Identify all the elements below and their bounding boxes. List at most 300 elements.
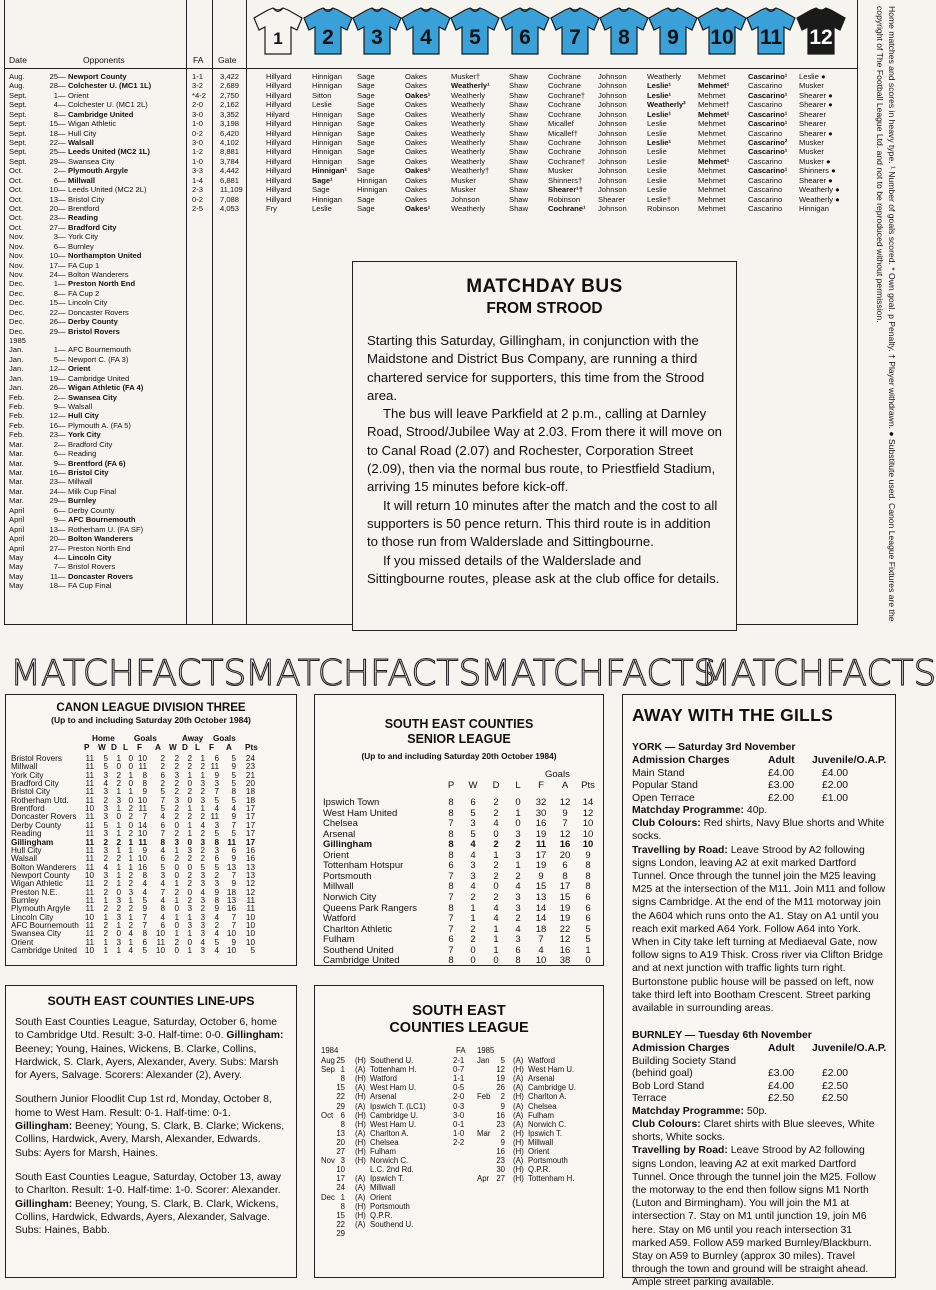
stat-cell: 10 bbox=[226, 946, 236, 956]
player-name: Weatherly bbox=[451, 109, 486, 119]
york-travel: Travelling by Road: Leave Strood by A2 following signs London, leaving A2 at exit marked Dartford Tunnel. Once through the tunnel join the M25 leaving M25 at the intersection of the M11. Join M11 and follow signs Cambridge. At the end of the M11 motorway join the A604 which runs onto the A1. Stay on A1 until you reach exit marked A64 York. Follow A64 into York. When in City take left turning at Mediaeval Gate, now follow signs to A19 Thisk. Cross river via Clifton Bridge and at next junction with traffic lights turn right. Burtonstone public house will be passed on left, now take third left into Bootham Crescent. Street parking available in surrounding areas. bbox=[632, 844, 886, 1015]
opponent: Watford bbox=[528, 1056, 556, 1065]
senior-col: A bbox=[561, 780, 569, 791]
player-name: Weatherly¹ bbox=[451, 81, 490, 91]
stat-cell: 7 bbox=[231, 912, 236, 922]
stat-cell: 8 bbox=[448, 849, 454, 861]
fixture-row bbox=[6, 252, 856, 260]
fixture-month: Oct. bbox=[9, 185, 23, 195]
player-name: Mehmet¹ bbox=[698, 81, 730, 91]
fixture-dash: — bbox=[58, 326, 66, 336]
stat-cell: 1 bbox=[200, 770, 205, 780]
stat-cell: 10 bbox=[245, 929, 255, 939]
stat-cell: 38 bbox=[559, 955, 571, 967]
player-name: Mehmet bbox=[698, 204, 726, 214]
fixture-dash: — bbox=[58, 534, 66, 544]
venue: (H) bbox=[355, 1137, 366, 1147]
venue: (A) bbox=[513, 1156, 524, 1166]
fixture-dash: — bbox=[58, 260, 66, 270]
fixture-score: 1-2 bbox=[192, 147, 203, 157]
fixture-dash: — bbox=[58, 175, 66, 185]
secfix-title: SOUTH EAST bbox=[412, 1003, 506, 1019]
fixture-row bbox=[6, 148, 856, 156]
fixture-score: 3-3 bbox=[192, 166, 203, 176]
fixture-day: 12 bbox=[49, 364, 58, 374]
stat-cell: 6 bbox=[160, 770, 165, 780]
player-name: Sage bbox=[357, 90, 375, 100]
player-name: Oakes¹ bbox=[405, 204, 431, 214]
opponent: Chelsea bbox=[528, 1101, 557, 1111]
fixture-day: 12 bbox=[496, 1065, 505, 1075]
stat-cell: 4 bbox=[160, 912, 165, 922]
player-name: Shaw bbox=[509, 81, 528, 91]
player-name: Cascarino¹ bbox=[748, 166, 788, 176]
stat-cell: 13 bbox=[245, 862, 255, 872]
stat-cell: 0 bbox=[187, 779, 192, 789]
player-name: Shaw bbox=[509, 138, 528, 147]
fixture-month: Oct. bbox=[9, 222, 23, 232]
player-name: Hillyard bbox=[266, 138, 292, 147]
fixture-month: Dec. bbox=[9, 317, 25, 327]
stat-cell: 2 bbox=[174, 787, 179, 797]
player-name: Cascarino¹ bbox=[748, 90, 788, 100]
stat-cell: 1 bbox=[200, 804, 205, 814]
fixture-gate: 2,689 bbox=[220, 81, 240, 91]
stat-cell: 19 bbox=[559, 913, 571, 925]
shirt-icon bbox=[793, 6, 849, 56]
player-name: Johnson bbox=[598, 204, 627, 214]
stat-cell: 5 bbox=[231, 779, 236, 789]
stat-cell: 8 bbox=[585, 881, 591, 893]
stat-cell: 4 bbox=[214, 929, 219, 939]
opponent: Charlton A. bbox=[370, 1128, 409, 1138]
team-name: Millwall bbox=[11, 762, 38, 772]
fixture-opponent: York City bbox=[68, 232, 99, 242]
fixture-day: 1 bbox=[340, 1065, 345, 1075]
stat-cell: 18 bbox=[245, 787, 255, 797]
stat-cell: 5 bbox=[214, 862, 219, 872]
stat-cell: 18 bbox=[226, 887, 236, 897]
fixture-day: 17 bbox=[49, 260, 58, 270]
fixture-dash: — bbox=[58, 194, 66, 204]
opponent: Cambridge U. bbox=[528, 1083, 577, 1093]
stat-cell: 0 bbox=[116, 762, 121, 772]
fixture-dash: — bbox=[58, 477, 66, 487]
player-name: Oakes bbox=[405, 194, 427, 204]
fixture-day: 18 bbox=[49, 128, 58, 138]
lineup-item: South East Counties League, Saturday, October 13, away to Charlton. Result: 1-0. Half-time: 1-0. Scorer: Alexander. Gillingham: Beeney; Young, S. Clark, B. Clark, Wickens, Collins, Hardwick, Edwards, Ayers, Alexander, Salvage. Subs: Haines, Babb. bbox=[15, 1171, 282, 1237]
stat-cell: 8 bbox=[515, 955, 521, 967]
stat-cell: 6 bbox=[585, 913, 591, 925]
admission-row bbox=[632, 1092, 886, 1105]
fixture-score: 3-0 bbox=[192, 138, 203, 147]
matchfacts-banner bbox=[0, 650, 936, 694]
stat-cell: 6 bbox=[160, 820, 165, 830]
fixture-opponent: Northampton United bbox=[68, 251, 142, 261]
stat-cell: 2 bbox=[493, 891, 499, 903]
fixture-dash: — bbox=[58, 317, 66, 327]
player-name: Hinnigan bbox=[357, 175, 387, 185]
stat-cell: 1 bbox=[187, 770, 192, 780]
player-name: Oakes bbox=[405, 175, 427, 185]
stat-cell: 0 bbox=[585, 955, 591, 967]
stat-cell: 2 bbox=[174, 804, 179, 814]
stat-cell: 5 bbox=[470, 828, 476, 840]
player-name: Robinson bbox=[548, 194, 581, 204]
venue: (A) bbox=[355, 1083, 366, 1093]
admission-row bbox=[632, 1067, 886, 1080]
secfix-header-label: 1985 bbox=[477, 1046, 495, 1055]
stat-cell: 5 bbox=[214, 795, 219, 805]
venue: (H) bbox=[355, 1201, 366, 1211]
player-name: Hinnigan bbox=[799, 204, 829, 214]
stat-cell: 0 bbox=[470, 955, 476, 967]
stat-cell: 2 bbox=[200, 854, 205, 864]
player-name: Mehmet bbox=[698, 128, 726, 138]
stat-cell: 18 bbox=[535, 923, 547, 935]
league-col: L bbox=[123, 743, 129, 752]
stat-cell: 0 bbox=[493, 881, 499, 893]
admission-row: Building Society Stand bbox=[632, 1055, 736, 1067]
fixture-day: 26 bbox=[49, 383, 58, 393]
adult-price: £2.50 bbox=[768, 1093, 795, 1105]
fixture-day: 6 bbox=[53, 449, 58, 459]
fixture-day: 24 bbox=[49, 270, 58, 280]
fixture-month: Apr bbox=[477, 1174, 490, 1184]
league-col: F bbox=[137, 743, 143, 752]
juvenile-price: £2.00 bbox=[822, 780, 849, 791]
shirt-number: 11 bbox=[759, 26, 783, 49]
fixture-day: 8 bbox=[53, 109, 58, 119]
fixture-day: 23 bbox=[49, 477, 58, 487]
stat-cell: 3 bbox=[515, 828, 521, 840]
fixture-month: Nov. bbox=[9, 251, 25, 261]
opponent: Southend U. bbox=[370, 1219, 414, 1229]
stat-cell: 2 bbox=[116, 779, 121, 789]
player-name: Musker ● bbox=[799, 156, 831, 166]
secfix-header-label: FA bbox=[456, 1046, 466, 1055]
fixture-day: 26 bbox=[496, 1083, 505, 1093]
stat-cell: 3 bbox=[515, 891, 521, 903]
fixture-month: Mar. bbox=[9, 439, 24, 449]
player-name: Shaw bbox=[509, 175, 528, 185]
fixture-dash: — bbox=[58, 185, 66, 195]
player-name: Sage bbox=[357, 204, 375, 214]
fixture-day: 27 bbox=[336, 1147, 345, 1156]
stat-cell: 9 bbox=[231, 812, 236, 822]
stat-cell: 15 bbox=[535, 881, 547, 893]
stat-cell: 6 bbox=[585, 902, 591, 914]
stat-cell: 1 bbox=[116, 829, 121, 839]
fixture-score: 1-0 bbox=[192, 119, 203, 129]
team-name: Chelsea bbox=[323, 818, 358, 830]
fixture-day: 16 bbox=[496, 1110, 505, 1120]
bus-subtitle: FROM STROOD bbox=[486, 300, 603, 317]
stat-cell: 2 bbox=[128, 879, 133, 889]
stat-cell: 10 bbox=[245, 937, 255, 947]
stat-cell: 7 bbox=[142, 912, 147, 922]
stat-cell: 2 bbox=[200, 787, 205, 797]
stat-cell: 5 bbox=[214, 829, 219, 839]
col-gate-header: Gate bbox=[218, 55, 237, 65]
stat-cell: 2 bbox=[515, 913, 521, 925]
player-name: Johnson bbox=[598, 147, 627, 157]
fixture-month: April bbox=[9, 505, 25, 515]
fixture-day: 28 bbox=[49, 81, 58, 91]
stat-cell: 11 bbox=[138, 762, 147, 772]
venue: (A) bbox=[513, 1056, 524, 1065]
shirt-number: 8 bbox=[618, 26, 630, 49]
fixture-score: 2-5 bbox=[192, 204, 203, 214]
fixture-opponent: Plymouth A. (FA 5) bbox=[68, 420, 131, 430]
stat-cell: 32 bbox=[535, 797, 547, 808]
shirt-icon bbox=[398, 6, 454, 56]
player-name: Hillyard bbox=[266, 156, 292, 166]
player-name: Mehmet bbox=[698, 166, 726, 176]
player-name: Sage bbox=[357, 138, 375, 147]
shirt-number: 9 bbox=[667, 26, 679, 49]
stat-cell: 12 bbox=[559, 828, 571, 840]
fixture-day: 29 bbox=[49, 496, 58, 506]
bus-paragraph: If you missed details of the Walderslade and Sittingbourne routes, please ask at the club office for details. bbox=[367, 552, 720, 586]
stat-cell: 2 bbox=[187, 870, 192, 880]
stat-cell: 9 bbox=[214, 887, 219, 897]
bus-paragraph: The bus will leave Parkfield at 2 p.m., calling at Darnley Road, Strood/Jubilee Way at 2.03. From there it will move on to Canal Road (2.07) and Rochester, Corporation Street (2.09), then via the normal bus route, to Priestfield Stadium, arriving 15 minutes before kick-off. bbox=[367, 406, 722, 495]
player-name: Leslie bbox=[647, 119, 667, 129]
player-name: Oakes bbox=[405, 109, 427, 119]
stat-cell: 2 bbox=[470, 923, 476, 935]
stat-cell: 5 bbox=[585, 934, 591, 946]
fixture-day: 15 bbox=[49, 298, 58, 308]
stat-cell: 8 bbox=[142, 870, 147, 880]
fixture-dash: — bbox=[58, 449, 66, 459]
stat-cell: 11 bbox=[85, 779, 94, 789]
fixture-dash: — bbox=[58, 439, 66, 449]
opponent: Orient bbox=[370, 1192, 392, 1202]
stat-cell: 8 bbox=[448, 807, 454, 819]
fixture-dash: — bbox=[58, 298, 66, 308]
fixture-row bbox=[6, 205, 856, 213]
stat-cell: 8 bbox=[160, 837, 165, 847]
senior-col: Pts bbox=[581, 780, 595, 791]
stat-cell: 9 bbox=[231, 937, 236, 947]
opponent: West Ham U. bbox=[528, 1065, 575, 1075]
player-name: Hillyard bbox=[266, 90, 292, 100]
stat-cell: 2 bbox=[187, 762, 192, 772]
fixture-day: 13 bbox=[49, 524, 58, 534]
stat-cell: 3 bbox=[470, 860, 476, 872]
stat-cell: 9 bbox=[214, 904, 219, 914]
stat-cell: 4 bbox=[128, 946, 133, 956]
player-name: Leslie bbox=[647, 166, 667, 176]
player-name: Cochrane bbox=[548, 81, 581, 91]
stat-cell: 1 bbox=[187, 829, 192, 839]
fixture-month: Feb. bbox=[9, 392, 25, 402]
fixture-month: Jan bbox=[477, 1056, 490, 1065]
stat-cell: 4 bbox=[200, 887, 205, 897]
stat-cell: 6 bbox=[448, 860, 454, 872]
stat-cell: 11 bbox=[85, 862, 94, 872]
fixture-dash: — bbox=[58, 581, 66, 591]
team-name: Newport County bbox=[11, 870, 70, 880]
stat-cell: 9 bbox=[142, 845, 147, 855]
venue: (H) bbox=[513, 1165, 524, 1175]
player-name: Mehmet† bbox=[698, 100, 730, 110]
stat-cell: 19 bbox=[559, 902, 571, 914]
stat-cell: 7 bbox=[142, 921, 147, 930]
fixture-month: Sept. bbox=[9, 147, 27, 157]
fixture-day: 22 bbox=[49, 307, 58, 317]
adult-price: £2.00 bbox=[768, 792, 795, 804]
stat-cell: 1 bbox=[493, 934, 499, 946]
team-name: Queens Park Rangers bbox=[323, 902, 417, 914]
fixture-dash: — bbox=[58, 307, 66, 317]
stat-cell: 0 bbox=[116, 812, 121, 822]
team-name: AFC Bournemouth bbox=[11, 921, 79, 930]
fixture-day: 1 bbox=[340, 1192, 345, 1202]
fixture-dash: — bbox=[58, 232, 66, 242]
burnley-programme: Matchday Programme: 50p. bbox=[632, 1105, 768, 1117]
stat-cell: 1 bbox=[103, 937, 108, 947]
stat-cell: 7 bbox=[231, 820, 236, 830]
venue: (A) bbox=[355, 1128, 366, 1138]
opponent: Portsmouth bbox=[370, 1201, 410, 1211]
opponent: Q.P.R. bbox=[370, 1210, 393, 1220]
player-name: Cascarino² bbox=[748, 138, 788, 147]
score: 2-2 bbox=[453, 1137, 465, 1147]
fixture-opponent: Burnley bbox=[68, 241, 94, 251]
fixture-day: 4 bbox=[53, 100, 58, 110]
stat-cell: 11 bbox=[210, 762, 219, 772]
player-name: Shaw bbox=[509, 204, 528, 214]
away-title: AWAY WITH THE GILLS bbox=[632, 705, 834, 725]
fixture-opponent: Leeds United (MC2 2L) bbox=[68, 185, 147, 195]
player-name: Sage bbox=[357, 81, 375, 91]
venue: (H) bbox=[355, 1156, 366, 1166]
fixture-day: 23 bbox=[49, 213, 58, 223]
player-name: Hillyard bbox=[266, 185, 292, 195]
team-name: Gillingham bbox=[323, 839, 373, 851]
fixture-dash: — bbox=[58, 156, 66, 166]
player-name: Micallef† bbox=[548, 128, 578, 138]
fixture-month: Nov bbox=[321, 1156, 335, 1166]
stat-cell: 0 bbox=[493, 955, 499, 967]
player-name: Hillyard bbox=[266, 81, 292, 91]
player-name: Sitton bbox=[312, 90, 332, 100]
stat-cell: 11 bbox=[227, 837, 236, 847]
stat-cell: 11 bbox=[85, 837, 94, 847]
fixture-opponent: FA Cup Final bbox=[68, 581, 112, 591]
fixture-opponent: Lincoln City bbox=[68, 552, 112, 562]
fixture-dash: — bbox=[58, 364, 66, 374]
fixture-dash: — bbox=[58, 166, 66, 176]
player-name: Hinnigan bbox=[312, 156, 342, 166]
fixture-dash: — bbox=[58, 81, 66, 91]
stat-cell: 9 bbox=[142, 904, 147, 914]
shirt-icon bbox=[645, 6, 701, 56]
fixture-day: 26 bbox=[49, 317, 58, 327]
stat-cell: 19 bbox=[535, 828, 547, 840]
stat-cell: 3 bbox=[103, 829, 108, 839]
stat-cell: 17 bbox=[245, 804, 255, 814]
fixture-opponent: Walsall bbox=[68, 138, 94, 147]
stat-cell: 1 bbox=[470, 902, 476, 914]
opponent: Ipswich T. bbox=[528, 1128, 563, 1138]
league-col: L bbox=[195, 743, 201, 752]
fixture-gate: 3,198 bbox=[220, 119, 240, 129]
stat-cell: 2 bbox=[515, 870, 521, 882]
player-name: Leslie bbox=[647, 156, 667, 166]
league-subtitle: (Up to and including Saturday 20th October 1984) bbox=[51, 715, 251, 725]
opponent: Millwall bbox=[370, 1183, 396, 1193]
fixture-opponent: Colchester U. (MC1 1L) bbox=[68, 81, 152, 91]
fixture-day: 6 bbox=[53, 175, 58, 185]
secfix-title-line2: COUNTIES LEAGUE bbox=[389, 1020, 529, 1036]
stat-cell: 11 bbox=[138, 804, 147, 814]
stat-cell: 11 bbox=[156, 937, 165, 947]
fixture-day: 2 bbox=[500, 1092, 505, 1102]
fixture-day: 9 bbox=[53, 515, 58, 525]
player-name: Leslie bbox=[647, 185, 667, 195]
team-name: Burnley bbox=[11, 895, 39, 905]
stat-cell: 5 bbox=[231, 795, 236, 805]
fixture-month: Jan. bbox=[9, 354, 24, 364]
stat-cell: 1 bbox=[174, 912, 179, 922]
team-name: Bolton Wanderers bbox=[11, 862, 77, 872]
player-name: Shaw bbox=[509, 128, 528, 138]
stat-cell: 7 bbox=[160, 887, 165, 897]
player-name: Oakes bbox=[405, 156, 427, 166]
stat-cell: 1 bbox=[116, 754, 121, 763]
stat-cell: 4 bbox=[103, 862, 108, 872]
stat-cell: 7 bbox=[231, 921, 236, 930]
stat-cell: 4 bbox=[470, 849, 476, 861]
stand-name: Main Stand bbox=[632, 767, 685, 779]
stat-cell: 3 bbox=[200, 879, 205, 889]
burnley-travel: Travelling by Road: Leave Strood by A2 following signs London, leaving A2 at exit marked Dartford Tunnel. Once through the tunnel join the M25. Follow the motorway to the end then follow signs M1 North (Luton and Birmingham). You will join the M1 at intersection 7. Stay on M1 until junction 19, join M6 here. Stay on M6 until you reach intersection 31 marked A59. Follow A59 marked Burnley/Blackburn. Stay on A59 to Burnley (approx 30 miles). Travel through the town and ground will be straight ahead. Ample street parking available. bbox=[632, 1145, 876, 1289]
stat-cell: 4 bbox=[128, 929, 133, 939]
fixture-day: 19 bbox=[496, 1074, 505, 1084]
stat-cell: 3 bbox=[103, 804, 108, 814]
player-name: Shearer bbox=[799, 109, 827, 119]
stat-cell: 11 bbox=[85, 921, 94, 930]
stat-cell: 14 bbox=[535, 902, 547, 914]
stat-cell: 16 bbox=[559, 839, 571, 851]
player-name: Weatherly† bbox=[451, 166, 490, 176]
fixture-day: 10 bbox=[336, 1165, 345, 1175]
stat-cell: 14 bbox=[137, 820, 147, 830]
fixture-opponent: Swansea City bbox=[68, 392, 117, 402]
stat-cell: 3 bbox=[214, 820, 219, 830]
fixture-day: 8 bbox=[340, 1201, 345, 1211]
stat-cell: 11 bbox=[85, 820, 94, 830]
player-name: Mehmet bbox=[698, 194, 726, 204]
score: 1-0 bbox=[453, 1128, 465, 1138]
stat-cell: 4 bbox=[515, 881, 521, 893]
fixture-month: April bbox=[9, 543, 25, 553]
stat-cell: 1 bbox=[493, 849, 499, 861]
fixture-day: 27 bbox=[49, 543, 58, 553]
stat-cell: 0 bbox=[187, 887, 192, 897]
stat-cell: 1 bbox=[174, 929, 179, 939]
lineup-item: South East Counties League, Saturday, October 6, home to Cambridge Utd. Result: 3-0. Half-time: 0-0. Gillingham: Beeney; Young, Haines, Wickens, B. Clarke, Collins, Hardwick, S. Clark, Ayers, Alexander, Avery. Subs: Marsh for Ayers, Salvage. Scorers: Alexander (2), Avery. bbox=[15, 1017, 284, 1082]
fixture-dash: — bbox=[58, 241, 66, 251]
stat-cell: 0 bbox=[187, 795, 192, 805]
shirt-number: 3 bbox=[371, 26, 383, 49]
stat-cell: 1 bbox=[116, 820, 121, 830]
stat-cell: 1 bbox=[128, 862, 133, 872]
york-programme: Matchday Programme: 40p. bbox=[632, 805, 768, 816]
